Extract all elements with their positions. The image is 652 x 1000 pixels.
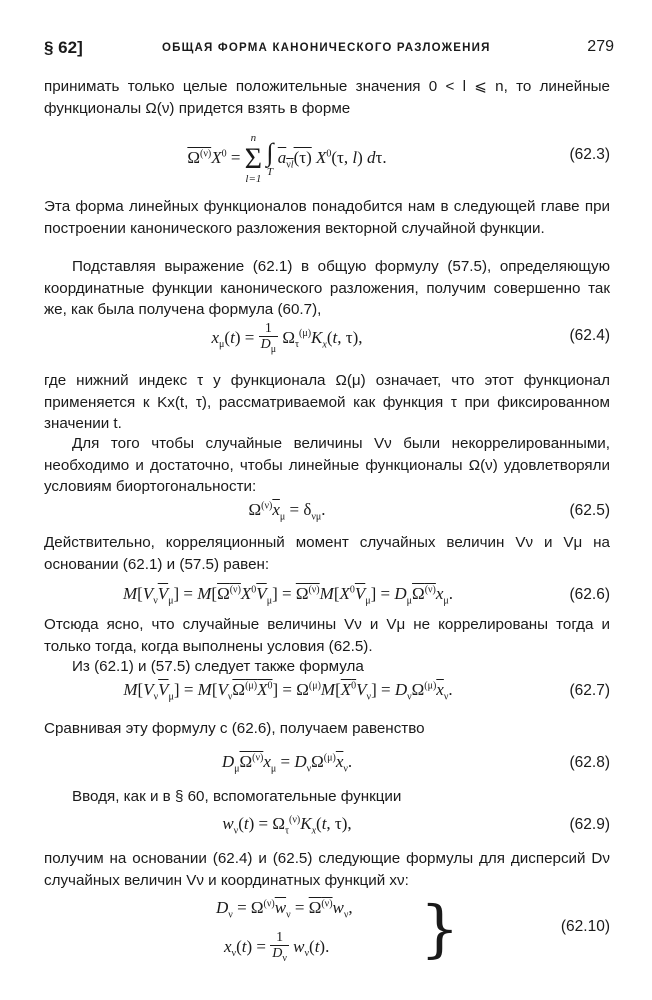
equation-62-3 — [44, 128, 610, 184]
equation-62-7 — [44, 676, 610, 710]
equation-62-8 — [44, 748, 610, 782]
equation-62-10 — [44, 892, 610, 976]
equation-body: $M[V_\nu\overline{V}_\mu] = M[V_\nu\Omega^{(\mu)}X^0] = \Omega^{(\mu)}M[X^0V_\nu] = D_\nu\Omega^{(\mu)}\overline{x}_\nu$. — [123, 680, 453, 703]
integral-symbol: ∫ T — [266, 138, 274, 178]
paragraph-1: принимать только целые положительные значения 0 < l ⩽ n, то линейные функционалы Ω(ν) придется взять в форме — [44, 78, 610, 117]
paragraph-9: Сравнивая эту формулу с (62.6), получаем равенство — [44, 720, 425, 737]
equation-62-4 — [44, 317, 610, 357]
page-number: 279 — [587, 38, 614, 55]
equation-label: (62.4) — [569, 327, 610, 344]
paragraph-3: Подставляя выражение (62.1) в общую формулу (57.5), определяющую координатные функции канонического разложения, получим совершенно так же, как была получена формула (60.7), — [44, 258, 610, 318]
equation-label: (62.3) — [569, 146, 610, 163]
paragraph-5: Для того чтобы случайные величины Vν были некоррелированными, необходимо и достаточно, чтобы линейные функционалы Ω(ν) удовлетворяли условиям биортогональности: — [44, 435, 610, 495]
equation-label: (62.7) — [569, 682, 610, 699]
equation-line-2: $x_\nu(t)$ = $\frac{1}{D_\nu}$ $w_\nu(t)$. — [224, 930, 330, 964]
paragraph-8: Из (62.1) и (57.5) следует также формула — [72, 658, 364, 675]
equation-label: (62.9) — [569, 816, 610, 833]
equation-body: $w_\nu(t) = \Omega_\tau^{(\nu)}K_x(t$, τ), — [222, 814, 352, 837]
sum-symbol: n Σ l=1 — [244, 132, 263, 185]
equation-body: $M[V_\nu\overline{V}_\mu] = M[\Omega^{(\nu)}X^0\overline{V}_\mu] = \Omega^{(\nu)}M[X^0\overline{V}_\mu] = D_\mu\Omega^{(\nu)}x_\mu$. — [122, 584, 454, 607]
running-header — [44, 38, 614, 60]
paragraph-2: Эта форма линейных функционалов понадобится нам в следующей главе при построении канонического разложения векторной случайной функции. — [44, 198, 610, 237]
equation-body: $\Omega^{(\nu)}\overline{x}_\mu = \delta_{\nu\mu}$. — [248, 500, 326, 523]
equation-label: (62.5) — [569, 502, 610, 519]
equation-label: (62.10) — [560, 918, 610, 935]
paragraph-10: Вводя, как и в § 60, вспомогательные функции — [72, 788, 402, 805]
equation-62-6 — [44, 580, 610, 614]
section-marker: § 62] — [44, 38, 83, 57]
fraction: $\frac{1}{D_\nu}$ — [272, 930, 287, 964]
equation-body: $D_\mu\Omega^{(\nu)}x_\mu = D_\nu\Omega^{(\mu)}\overline{x}_\nu$. — [221, 752, 353, 775]
paragraph-7: Отсюда ясно, что случайные величины Vν и Vμ не коррелированы тогда и только тогда, когда выполнены условия (62.5). — [44, 616, 610, 655]
equation-62-5 — [44, 496, 610, 530]
paragraph-6: Действительно, корреляционный момент случайных величин Vν и Vμ на основании (62.1) и (57.5) равен: — [44, 534, 610, 573]
equation-62-9 — [44, 810, 610, 844]
equation-body: $\Omega^{(\nu)}X^0$ = n Σ l=1 ∫ T $a_{\nu l}(\tau)$ $X^0(\tau$, l) dτ. — [187, 132, 387, 185]
paragraph-4: где нижний индекс τ у функционала Ω(μ) означает, что этот функционал применяется к Kx(t, τ), рассматриваемой как функция τ при фиксированном значении t. — [44, 372, 610, 432]
equation-body: $x_\mu(t)$ = $\frac{1}{D_\mu}$ $\Omega_\tau^{(\mu)}K_x(t$, τ), — [211, 321, 363, 355]
equation-label: (62.6) — [569, 586, 610, 603]
paragraph-11: получим на основании (62.4) и (62.5) следующие формулы для дисперсий Dν случайных величин Vν и координатных функций xν: — [44, 850, 610, 889]
equation-label: (62.8) — [569, 754, 610, 771]
equation-line-1: $D_\nu = \Omega^{(\nu)}\overline{w}_\nu = \Omega^{(\nu)}w_\nu$, — [216, 898, 353, 921]
running-title: ОБЩАЯ ФОРМА КАНОНИЧЕСКОГО РАЗЛОЖЕНИЯ — [162, 42, 491, 54]
right-brace: } — [420, 892, 460, 965]
fraction: $\frac{1}{D_\mu}$ — [260, 321, 277, 355]
